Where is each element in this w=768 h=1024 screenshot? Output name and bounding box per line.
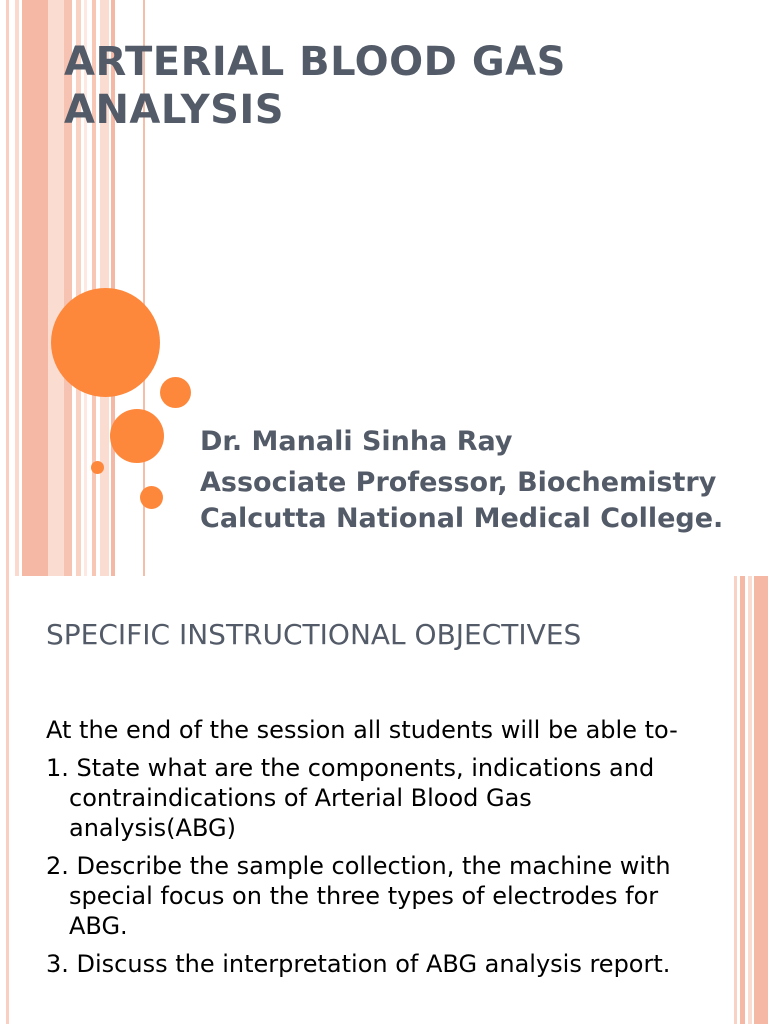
decorative-circle-tiny bbox=[91, 461, 104, 474]
objective-item: 2. Describe the sample collection, the machine with special focus on the three types of electrodes for ABG. bbox=[46, 852, 671, 940]
stripe-decoration bbox=[48, 0, 64, 576]
slide-title: ARTERIAL BLOOD GAS ANALYSIS bbox=[64, 39, 566, 133]
stripe-decoration bbox=[740, 576, 745, 1024]
author-name: Dr. Manali Sinha Ray bbox=[200, 426, 513, 457]
objectives-intro: At the end of the session all students will be able to- bbox=[46, 716, 678, 744]
author-position: Associate Professor, Biochemistry Calcutta National Medical College. bbox=[200, 467, 724, 534]
stripe-decoration bbox=[22, 0, 48, 576]
stripe-decoration bbox=[748, 576, 752, 1024]
decorative-circle-small bbox=[140, 486, 163, 509]
decorative-circle-small bbox=[160, 377, 191, 408]
stripe-decoration bbox=[734, 576, 737, 1024]
stripe-decoration bbox=[6, 0, 9, 576]
objective-item: 3. Discuss the interpretation of ABG analysis report. bbox=[46, 950, 671, 978]
decorative-circle-medium bbox=[110, 409, 164, 463]
decorative-circle-large bbox=[51, 288, 160, 397]
stripe-decoration bbox=[6, 576, 9, 1024]
objectives-title: SPECIFIC INSTRUCTIONAL OBJECTIVES bbox=[46, 618, 582, 651]
stripe-decoration bbox=[754, 576, 768, 1024]
author-block bbox=[200, 424, 745, 537]
objective-item: 1. State what are the components, indications and contraindications of Arterial Blood Gas analysis(ABG) bbox=[46, 754, 655, 842]
stripe-decoration bbox=[15, 0, 19, 576]
objectives-body bbox=[46, 715, 706, 987]
